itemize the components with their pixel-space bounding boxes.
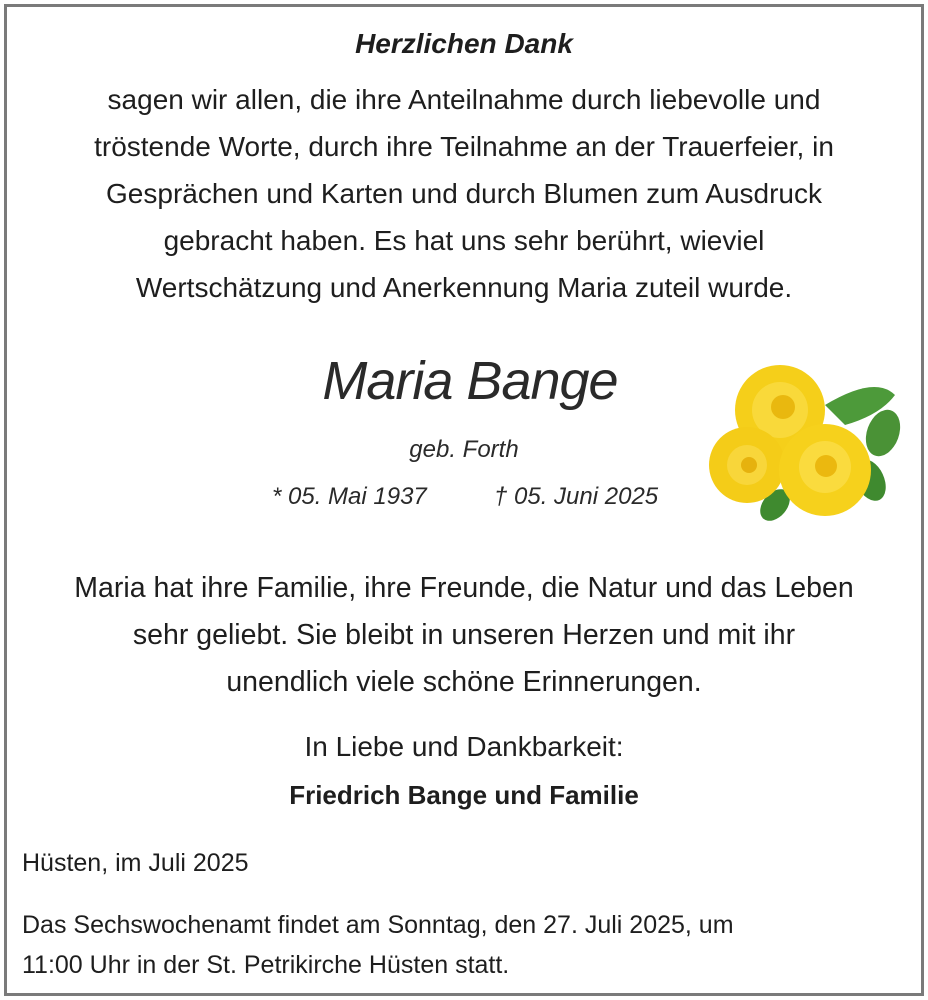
yellow-roses-image <box>705 355 905 527</box>
service-line: 11:00 Uhr in der St. Petrikirche Hüsten statt. <box>22 951 510 979</box>
deceased-name: Maria Bange <box>322 351 618 411</box>
service-line: Das Sechswochenamt findet am Sonntag, den 27. Juli 2025, um <box>22 911 734 939</box>
tribute-line: Maria hat ihre Familie, ihre Freunde, die Natur und das Leben <box>74 572 854 604</box>
intro-line: gebracht haben. Es hat uns sehr berührt, wieviel <box>163 225 765 256</box>
tribute-line: unendlich viele schöne Erinnerungen. <box>226 666 702 698</box>
place-date: Hüsten, im Juli 2025 <box>22 849 249 877</box>
signatories: Friedrich Bange und Familie <box>289 780 639 810</box>
maiden-name: geb. Forth <box>409 436 519 463</box>
service-info <box>22 905 734 985</box>
death-date: † 05. Juni 2025 <box>494 483 659 510</box>
birth-date: * 05. Mai 1937 <box>272 483 427 510</box>
tribute-line: sehr geliebt. Sie bleibt in unseren Herzen und mit ihr <box>132 619 796 651</box>
heading <box>0 28 928 60</box>
closing: In Liebe und Dankbarkeit: <box>304 731 624 762</box>
tribute-paragraph <box>0 565 928 706</box>
intro-line: tröstende Worte, durch ihre Teilnahme an der Trauerfeier, in <box>94 131 834 162</box>
intro-line: Gesprächen und Karten und durch Blumen zum Ausdruck <box>106 178 822 209</box>
intro-line: sagen wir allen, die ihre Anteilnahme durch liebevolle und <box>107 84 821 115</box>
heading-text: Herzlichen Dank <box>355 28 573 59</box>
intro-line: Wertschätzung und Anerkennung Maria zuteil wurde. <box>135 272 793 303</box>
intro-paragraph <box>0 76 928 311</box>
